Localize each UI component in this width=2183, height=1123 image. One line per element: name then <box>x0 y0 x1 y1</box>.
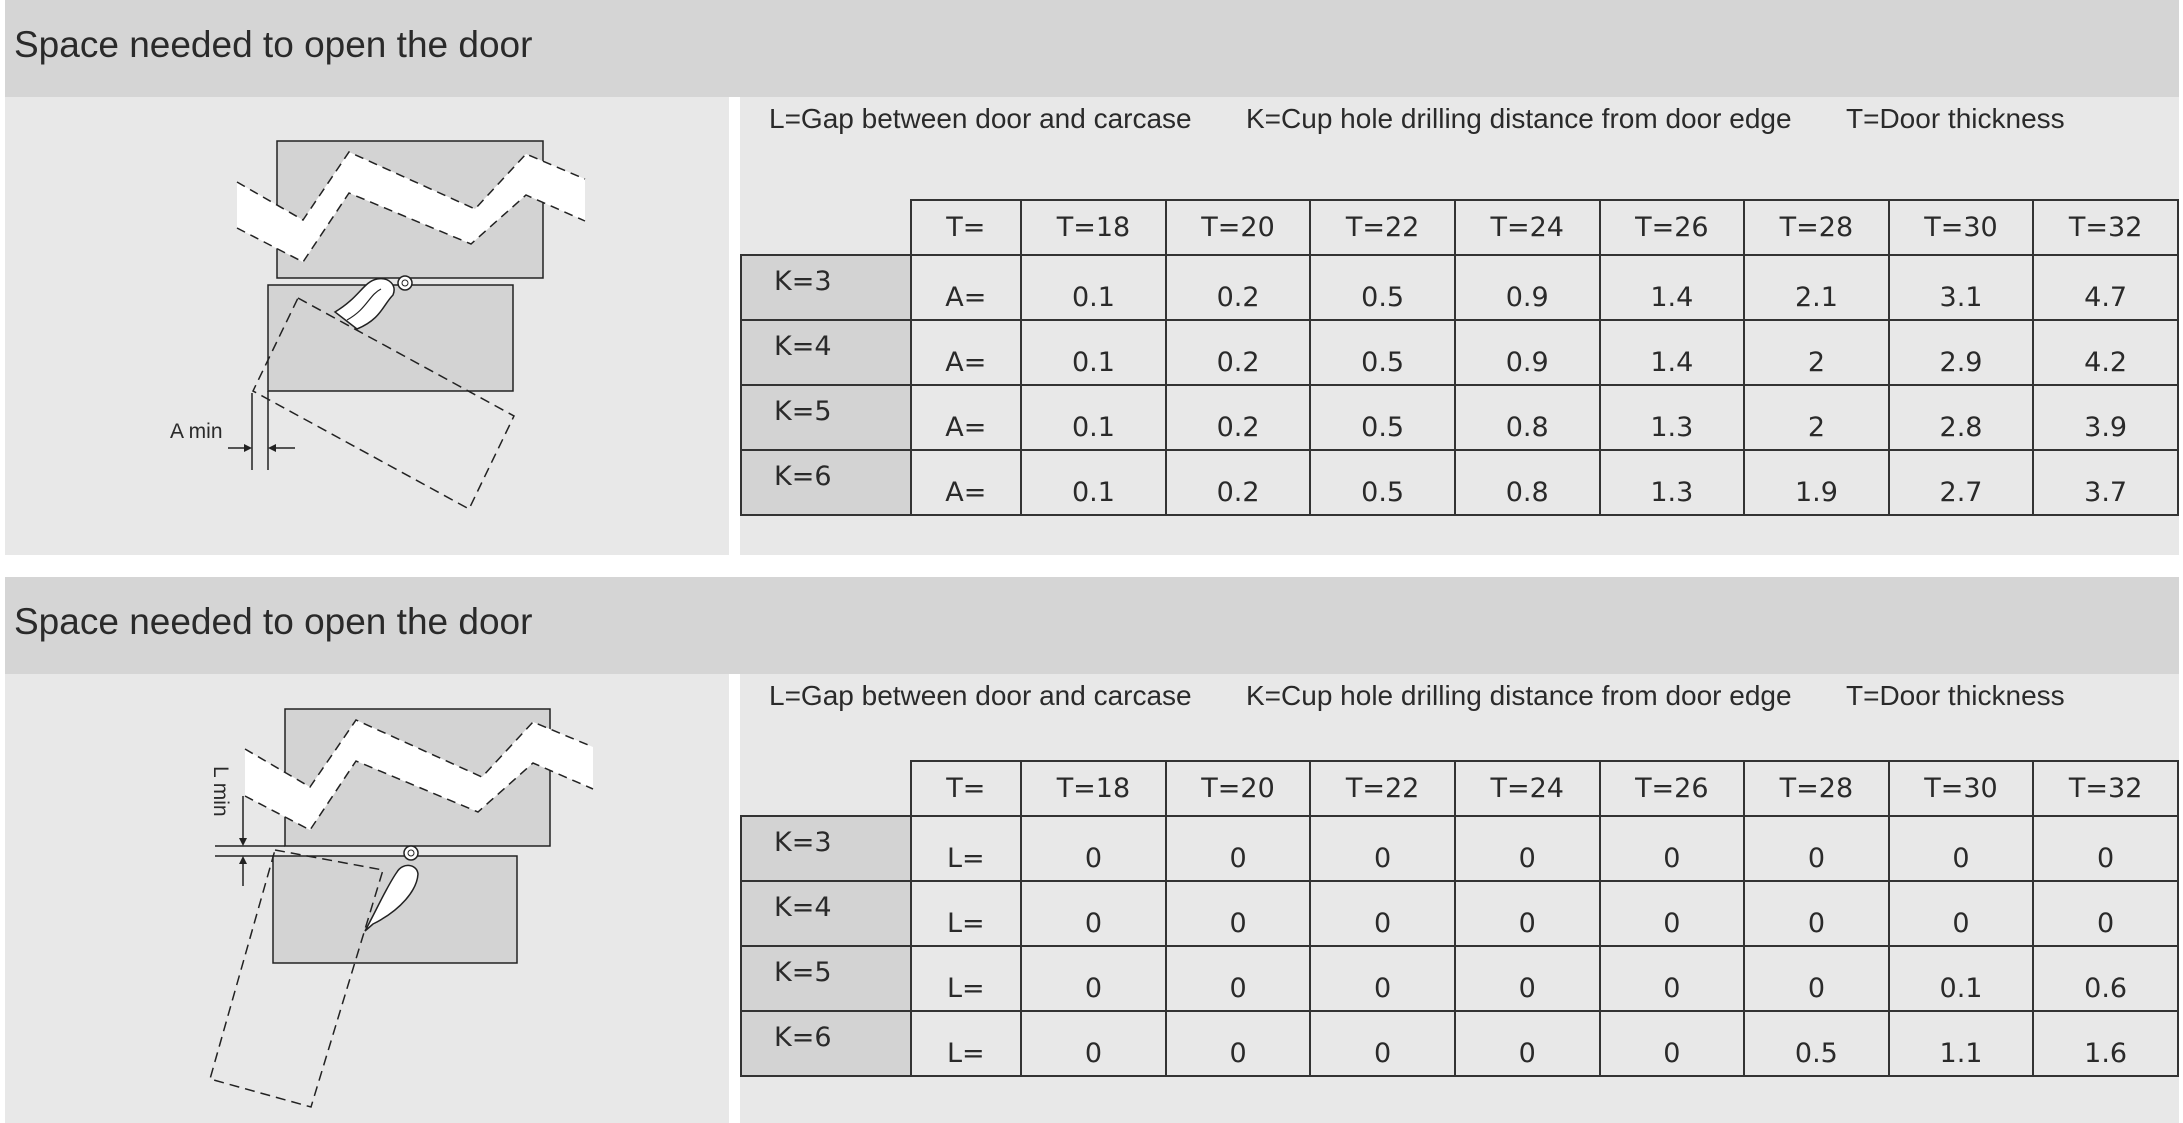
section-header <box>5 577 2179 674</box>
header-t20: T=20 <box>1166 200 1311 255</box>
table-cell: 3.9 <box>2033 385 2178 450</box>
table-row <box>741 450 2178 515</box>
table-cell: 2.8 <box>1889 385 2034 450</box>
legend-gap: L=Gap between door and carcase <box>769 103 1192 134</box>
table-cell: 0.9 <box>1455 320 1600 385</box>
header-t26: T=26 <box>1600 200 1745 255</box>
table-cell: 1.1 <box>1889 1011 2034 1076</box>
table-cell: 0 <box>1310 816 1455 881</box>
table-cell: 0 <box>1744 881 1889 946</box>
row-prefix: L= <box>911 816 1022 881</box>
table-cell: 0 <box>1744 946 1889 1011</box>
row-prefix: L= <box>911 946 1022 1011</box>
table-cell: 0 <box>1889 881 2034 946</box>
table-cell: 0 <box>1166 1011 1311 1076</box>
legend-gap: L=Gap between door and carcase <box>769 680 1192 711</box>
header-t24: T=24 <box>1455 200 1600 255</box>
row-label: K=4 <box>741 320 911 385</box>
table-row <box>741 255 2178 320</box>
hinge-diagram-panel <box>5 97 729 555</box>
section-a-min <box>5 0 2179 555</box>
row-label: K=3 <box>741 255 911 320</box>
table-row <box>741 385 2178 450</box>
table-cell: 0.1 <box>1021 450 1166 515</box>
table-cell: 0 <box>1889 816 2034 881</box>
table-cell: 1.4 <box>1600 320 1745 385</box>
table-cell: 0 <box>1166 946 1311 1011</box>
table-cell: 4.7 <box>2033 255 2178 320</box>
table-cell: 0 <box>1600 816 1745 881</box>
header-t22: T=22 <box>1310 200 1455 255</box>
table-cell: 0 <box>2033 881 2178 946</box>
table-cell: 0 <box>1744 816 1889 881</box>
header-t22: T=22 <box>1310 761 1455 816</box>
section-header <box>5 0 2179 97</box>
table-cell: 2.1 <box>1744 255 1889 320</box>
row-label: K=6 <box>741 450 911 515</box>
table-cell: 0 <box>1310 946 1455 1011</box>
table-cell: 0 <box>1310 1011 1455 1076</box>
table-cell: 0.1 <box>1021 385 1166 450</box>
header-corner: T= <box>911 200 1022 255</box>
table-cell: 1.9 <box>1744 450 1889 515</box>
row-prefix: A= <box>911 320 1022 385</box>
legend-door-thickness: T=Door thickness <box>1846 680 2065 711</box>
header-t30: T=30 <box>1889 761 2034 816</box>
hinge-diagram-panel <box>5 674 729 1123</box>
table-cell: 0.1 <box>1021 320 1166 385</box>
header-t18: T=18 <box>1021 200 1166 255</box>
row-prefix: A= <box>911 385 1022 450</box>
row-prefix: L= <box>911 881 1022 946</box>
table-cell: 2 <box>1744 385 1889 450</box>
table-cell: 2.9 <box>1889 320 2034 385</box>
table-cell: 0.1 <box>1889 946 2034 1011</box>
header-t28: T=28 <box>1744 761 1889 816</box>
table-cell: 0 <box>1600 946 1745 1011</box>
hinge-opening-diagram <box>5 674 729 1123</box>
table-cell: 0.2 <box>1166 385 1311 450</box>
l-min-table <box>740 760 2179 1077</box>
dimension-label: A min <box>170 420 223 443</box>
hinge-opening-diagram <box>5 97 729 555</box>
row-prefix: A= <box>911 255 1022 320</box>
section-title: Space needed to open the door <box>14 24 533 65</box>
header-t30: T=30 <box>1889 200 2034 255</box>
table-cell: 0.2 <box>1166 450 1311 515</box>
table-cell: 0.6 <box>2033 946 2178 1011</box>
table-cell: 0.5 <box>1310 255 1455 320</box>
table-header-row <box>741 761 2178 816</box>
table-panel <box>740 97 2179 555</box>
header-t32: T=32 <box>2033 761 2178 816</box>
table-cell: 0 <box>1455 946 1600 1011</box>
header-t32: T=32 <box>2033 200 2178 255</box>
table-row <box>741 881 2178 946</box>
row-label: K=3 <box>741 816 911 881</box>
legend-door-thickness: T=Door thickness <box>1846 103 2065 134</box>
table-cell: 3.7 <box>2033 450 2178 515</box>
header-t18: T=18 <box>1021 761 1166 816</box>
table-cell: 2.7 <box>1889 450 2034 515</box>
table-row <box>741 320 2178 385</box>
legend-cup-distance: K=Cup hole drilling distance from door edge <box>1246 103 1792 134</box>
table-cell: 0.8 <box>1455 385 1600 450</box>
table-cell: 0.5 <box>1310 450 1455 515</box>
table-cell: 3.1 <box>1889 255 2034 320</box>
table-cell: 0 <box>1310 881 1455 946</box>
row-label: K=6 <box>741 1011 911 1076</box>
table-cell: 1.3 <box>1600 385 1745 450</box>
table-cell: 0 <box>1021 946 1166 1011</box>
table-cell: 1.6 <box>2033 1011 2178 1076</box>
table-cell: 0 <box>1166 816 1311 881</box>
table-cell: 1.3 <box>1600 450 1745 515</box>
row-prefix: L= <box>911 1011 1022 1076</box>
section-title: Space needed to open the door <box>14 601 533 642</box>
table-row <box>741 816 2178 881</box>
table-cell: 0.5 <box>1744 1011 1889 1076</box>
table-cell: 0.8 <box>1455 450 1600 515</box>
table-cell: 4.2 <box>2033 320 2178 385</box>
header-corner: T= <box>911 761 1022 816</box>
table-cell: 0.5 <box>1310 320 1455 385</box>
table-cell: 0.1 <box>1021 255 1166 320</box>
table-cell: 0.2 <box>1166 255 1311 320</box>
table-cell: 0 <box>1021 881 1166 946</box>
header-t24: T=24 <box>1455 761 1600 816</box>
table-cell: 0 <box>1600 1011 1745 1076</box>
row-label: K=4 <box>741 881 911 946</box>
table-cell: 0.2 <box>1166 320 1311 385</box>
table-cell: 0.5 <box>1310 385 1455 450</box>
table-row <box>741 946 2178 1011</box>
row-prefix: A= <box>911 450 1022 515</box>
table-panel <box>740 674 2179 1123</box>
table-cell: 0 <box>1021 816 1166 881</box>
table-cell: 2 <box>1744 320 1889 385</box>
table-cell: 0 <box>1021 1011 1166 1076</box>
a-min-table <box>740 199 2179 516</box>
table-cell: 1.4 <box>1600 255 1745 320</box>
table-header-row <box>741 200 2178 255</box>
header-t28: T=28 <box>1744 200 1889 255</box>
table-cell: 0 <box>1455 1011 1600 1076</box>
table-cell: 0.9 <box>1455 255 1600 320</box>
legend-cup-distance: K=Cup hole drilling distance from door edge <box>1246 680 1792 711</box>
table-cell: 0 <box>1455 881 1600 946</box>
table-cell: 0 <box>1600 881 1745 946</box>
section-l-min <box>5 577 2179 1123</box>
table-cell: 0 <box>1455 816 1600 881</box>
header-t26: T=26 <box>1600 761 1745 816</box>
table-row <box>741 1011 2178 1076</box>
table-cell: 0 <box>1166 881 1311 946</box>
row-label: K=5 <box>741 946 911 1011</box>
dimension-label: L min <box>209 766 232 817</box>
header-t20: T=20 <box>1166 761 1311 816</box>
table-cell: 0 <box>2033 816 2178 881</box>
row-label: K=5 <box>741 385 911 450</box>
